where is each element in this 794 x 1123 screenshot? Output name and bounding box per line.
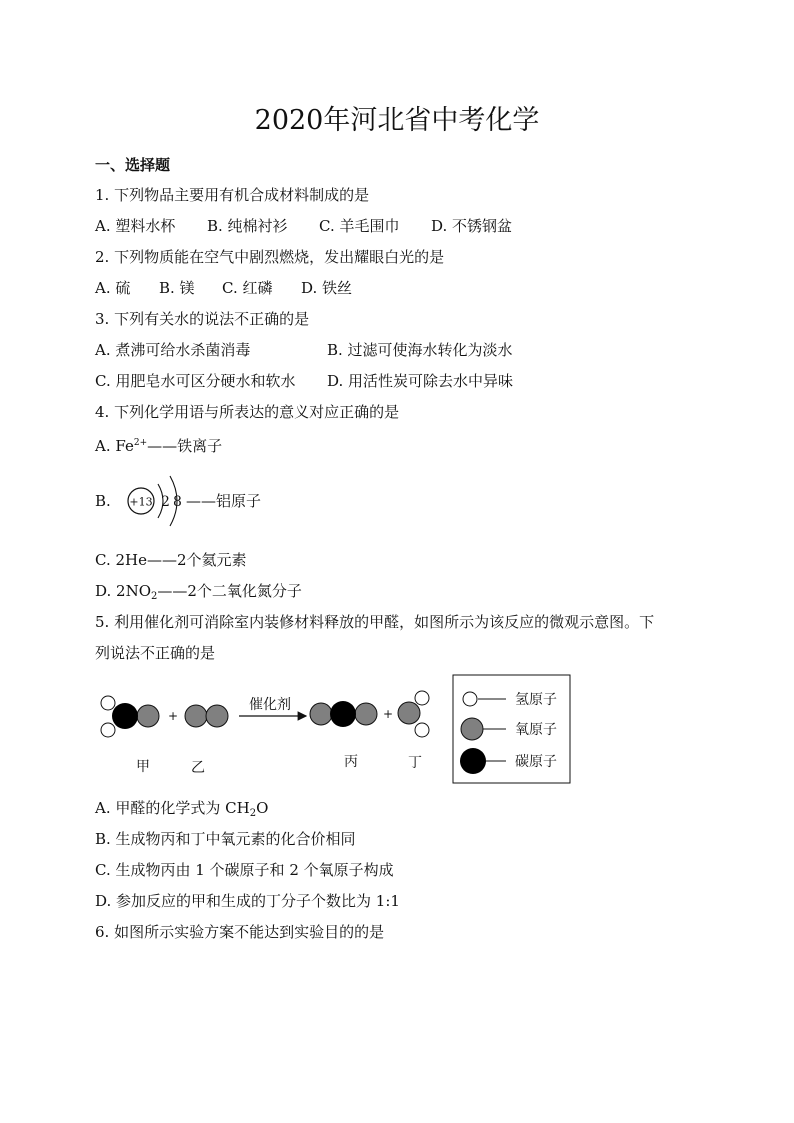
question-2-option-d: D. 铁丝 [301, 279, 353, 297]
question-5-stem-line-1: 5. 利用催化剂可消除室内装修材料释放的甲醛，如图所示为该反应的微观示意图。下 [95, 613, 655, 631]
question-4-option-c: C. 2He——2个氦元素 [95, 551, 247, 569]
option-a-text: A. 甲醛的化学式为 CH [95, 799, 250, 817]
question-4-option-d [95, 581, 302, 607]
fe-ion-symbol: A. Fe [95, 437, 134, 455]
oxygen-atom [206, 705, 228, 727]
hydrogen-atom [415, 691, 429, 705]
atom-legend [453, 675, 570, 783]
plus-sign: + [168, 709, 179, 723]
option-d-meaning: ——2个二氧化氮分子 [157, 582, 302, 600]
catalyst-label: 催化剂 [249, 697, 291, 713]
no2-formula: D. 2NO [95, 582, 151, 600]
reaction-micro-diagram [90, 672, 580, 788]
legend-hydrogen-icon [463, 692, 477, 706]
question-1-option-d: D. 不锈钢盆 [431, 217, 513, 235]
label-bing: 丙 [344, 754, 358, 770]
legend-oxygen-label: 氧原子 [515, 722, 557, 738]
label-ding: 丁 [408, 755, 422, 771]
question-4-option-a [95, 433, 222, 456]
molecule-jia [101, 696, 159, 737]
carbon-atom [112, 703, 138, 729]
oxygen-atom [185, 705, 207, 727]
question-1-stem: 1. 下列物品主要用有机合成材料制成的是 [95, 186, 370, 204]
molecule-bing [310, 701, 377, 727]
option-a-tail: O [256, 799, 269, 817]
question-5-stem-line-2: 列说法不正确的是 [95, 644, 216, 662]
legend-carbon-label: 碳原子 [515, 754, 557, 770]
question-1-option-c: C. 羊毛围巾 [319, 217, 400, 235]
option-a-meaning: ——铁离子 [147, 437, 223, 455]
question-5-option-d: D. 参加反应的甲和生成的丁分子个数比为 1:1 [95, 892, 400, 910]
question-3-option-b: B. 过滤可使海水转化为淡水 [327, 341, 513, 359]
option-b-meaning: ——铝原子 [186, 492, 262, 510]
label-jia: 甲 [136, 759, 150, 775]
section-heading: 一、选择题 [95, 156, 171, 174]
question-2-stem: 2. 下列物质能在空气中剧烈燃烧，发出耀眼白光的是 [95, 248, 445, 266]
question-3-option-d: D. 用活性炭可除去水中异味 [327, 372, 514, 390]
question-1-option-a: A. 塑料水杯 [95, 217, 176, 235]
label-yi: 乙 [191, 760, 205, 776]
question-3-stem: 3. 下列有关水的说法不正确的是 [95, 310, 310, 328]
legend-oxygen-icon [461, 718, 483, 740]
question-5-option-c: C. 生成物丙由 1 个碳原子和 2 个氧原子构成 [95, 861, 394, 879]
question-4-option-b-label: B. [95, 492, 111, 510]
nucleus-charge: +13 [129, 495, 153, 509]
hydrogen-atom [101, 696, 115, 710]
shell-1-electrons: 2 [161, 494, 170, 510]
question-5-option-a [95, 798, 268, 824]
no2-subscript: 2 [151, 591, 158, 602]
oxygen-atom [137, 705, 159, 727]
page-title: 2020年河北省中考化学 [254, 105, 540, 136]
ch2o-subscript: 2 [249, 808, 257, 819]
question-3-option-c: C. 用肥皂水可区分硬水和软水 [95, 372, 296, 390]
molecule-yi [185, 705, 228, 727]
plus-sign: + [383, 707, 394, 721]
hydrogen-atom [101, 723, 115, 737]
oxygen-atom [398, 702, 420, 724]
question-2-option-a: A. 硫 [95, 279, 131, 297]
question-3-option-a: A. 煮沸可给水杀菌消毒 [95, 341, 251, 359]
carbon-atom [330, 701, 356, 727]
legend-carbon-icon [460, 748, 486, 774]
aluminum-atom-structure-diagram [120, 470, 280, 534]
molecule-ding [398, 691, 429, 737]
question-2-option-c: C. 红磷 [222, 279, 273, 297]
oxygen-atom [310, 703, 332, 725]
question-5-option-b: B. 生成物丙和丁中氧元素的化合价相同 [95, 830, 356, 848]
question-1-option-b: B. 纯棉衬衫 [207, 217, 288, 235]
question-6-stem: 6. 如图所示实验方案不能达到实验目的的是 [95, 923, 385, 941]
shell-2-electrons: 8 [173, 494, 182, 510]
hydrogen-atom [415, 723, 429, 737]
legend-hydrogen-label: 氢原子 [515, 692, 557, 708]
question-4-stem: 4. 下列化学用语与所表达的意义对应正确的是 [95, 403, 400, 421]
oxygen-atom [355, 703, 377, 725]
question-2-option-b: B. 镁 [159, 279, 195, 297]
ion-charge: 2+ [133, 438, 148, 448]
